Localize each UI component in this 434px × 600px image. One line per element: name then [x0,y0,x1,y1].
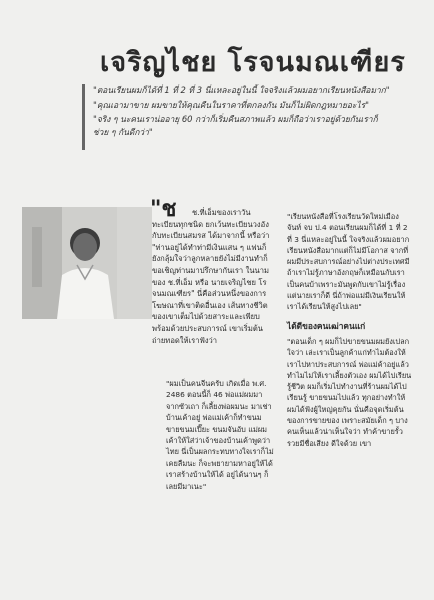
right-column [287,211,412,455]
drop-quote-mark: "ช [150,197,177,222]
pull-quotes [82,84,392,150]
intro-text: ช.ที่เอ็มของเราวันทะเบียนทุกชนิด ยกเว้นทะเบียนวงอังกับทะเบียนสมรส ได้มาจากนี้ หรือว่า "ท่านอยู่ได้ทำท่ามีเงินแสน ๆ แฟนก็ยังกลุ้มใจว่าลูกหลายยังไม่มีงานทำก็ขอเชิญท่านมาปรึกษากันเรา ในนามของ ช.ที่เอ็ม หรือ นายเจริญไชย โรจนมณเฑียร" นี่คือส่วนหนึ่งของการโฆษณาที่เขาติดอื่นเอง เส้นทางชีวิตของเขาเต็มไปด้วยสาระและเพียบพร้อมด้วยประสบการณ์ เขาเริ่มต้นถ่ายทอดให้เราฟังว่า [152,208,270,345]
right-column-paragraph-1: "เรียนหนังสือที่โรงเรียนวัดใหม่เมืองจันท์ จบ ป.4 ตอนเรียนผมก็ได้ที่ 1 ที่ 2 ที่ 3 นี่แหละอยู่ในนี้ ใจจริงแล้วผมอยากเรียนหนังสือมากแต่ก็ไม่มีโอกาส จากที่ผมมีประสบการณ์อย่างไปต่างประเทศมี ถ้าเราไม่รู้ภาษาอังกฤษก็เหมือนกับเราเป็นคนบ้าเพราะมันพูดกับเขาไม่รู้เรื่องแต่นายเราก็ดี นี่ถ้าพ่อแม่มีเงินเรียนให้เราได้เรียนให้สูงไปเลย" [287,212,410,312]
pull-quote: "จริง ๆ นะคนเราน่ออายุ 60 กว่าก็เริ่มคืนสภาพแล้ว ผมก็ถือว่าเราอยู่ด้วยกันเราก็ช่วย ๆ กันดีกว่า" [93,114,378,137]
page-title: เจริญไชย โรจนมณเฑียร [100,47,406,78]
portrait-image [22,207,152,319]
right-column-paragraph-2: "ตอนเด็ก ๆ ผมก็ไปขายขนมผมยังเปลกใจว่า เล่ะเราเป็นลูกค้าแก่ทำไมต้องให้เราไปหาประสบการณ์ พ่อแม่ค้าอยู่แล้วทำไมไม่ให้เราเลี้ยงตัวเอง ผมได้ไปเรียนรู้ชีวิต ผมก็เริ่มไปทำงานที่ร้านผมได้ไปเรียนรู้ ขายขนมไปแล้ว ทุกอย่างทำให้ผมได้ฟังผู้ใหญ่คุยกัน นั่นคือจุดเริ่มต้นของการขายของ เพราะสมัยเด็ก ๆ บางคนเห็นแล้วน่าเห็นใจว่า ทำค้าขายรั้วรวยมีชื่อเสียง ดีใจด้วย เขา [287,336,412,448]
intro-text-block [152,207,272,346]
left-column-text: "ผมเป็นคนจีนครับ เกิดเมื่อ พ.ศ. 2486 ตอนนี้ก็ 46 พ่อแม่ผมมาจากซัวเถา ก็เลี้ยงพ่อผมนะ มาเช่าบ้านเค้าอยู่ พ่อแม่เค้าก็ทำขนมขายขนมเปี๊ยะ ขนมจันอับ แม่ผมเค้าให้ใส่ว่าเจ้าของบ้านเค้าพูดว่าไทย นี่เป็นผลกระทบทางใจเราก็ไม่เคยลืมนะ ก็จะพยายามหาอยู่ให้ได้เราสร้างบ้านให้ได้ อยู่ได้นานๆ ก็เลยมีมาเนะ" [166,379,274,491]
section-subhead: ได้ดีของคนเฒ่าคนแก่ [287,320,366,331]
pull-quote: "คุณเอามาขาย ผมขายให้คุณคืนในราคาที่ตกลงกัน มันก็ไม่ผิดกฎหมายอะไร" [93,99,369,110]
pull-quote: "ตอนเรียนผมก็ได้ที่ 1 ที่ 2 ที่ 3 นี่แหละอยู่ในนี้ ใจจริงแล้วผมอยากเรียนหนังสือมาก" [93,85,390,95]
portrait-photo [22,207,152,319]
